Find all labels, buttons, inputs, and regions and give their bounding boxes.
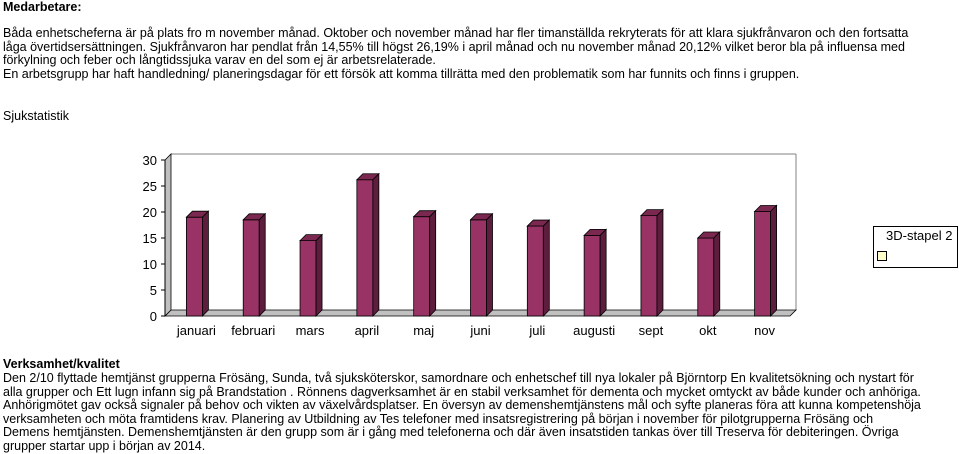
bar-front	[584, 235, 600, 316]
x-tick-label: januari	[176, 323, 216, 338]
side-wall	[165, 154, 171, 316]
bar-front	[357, 180, 373, 316]
quality-paragraph	[3, 372, 953, 454]
quality-line: verksamheten och möta framtidens krav. Planering av Utbildning av Tes telefoner med insatsregistrering på början i november för pilotgrupperna Frösäng och	[3, 411, 874, 426]
staff-line: låga övertidsersättningen. Sjukfrånvaron har pendlat från 14,55% till högst 26,19% i april månad och nu november månad 20,12% vilket beror bla på influensa med	[3, 39, 905, 54]
staff-heading: Medarbetare:	[3, 0, 82, 14]
bar	[186, 211, 208, 316]
bar-front	[641, 216, 657, 316]
chart-caption: Sjukstatistik	[3, 109, 69, 123]
bar-side	[714, 232, 720, 316]
bar-side	[487, 214, 493, 316]
y-tick-label: 5	[149, 283, 157, 298]
x-tick-label: april	[354, 323, 380, 338]
bar-side	[771, 205, 777, 316]
bar	[243, 214, 265, 316]
bar	[357, 174, 379, 316]
staff-line: Båda enhetscheferna är på plats fro m november månad. Oktober och november månad har fler timanställda rekryterats för att klara sjukfrånvaron och den fortsatta	[3, 26, 909, 40]
bar-front	[186, 217, 202, 316]
bar-side	[657, 210, 663, 316]
quality-heading: Verksamhet/kvalitet	[3, 357, 120, 371]
y-tick-label: 20	[142, 205, 157, 220]
x-tick-label: augusti	[573, 323, 616, 338]
bar	[698, 232, 720, 316]
bar	[641, 210, 663, 316]
bar-side	[543, 220, 549, 316]
x-tick-label: mars	[295, 323, 325, 338]
x-tick-label: februari	[231, 323, 276, 338]
x-tick-label: juli	[529, 323, 546, 338]
bar	[527, 220, 549, 316]
bar-front	[755, 211, 771, 316]
bar	[755, 205, 777, 316]
x-tick-label: sept	[638, 323, 664, 338]
bar	[584, 229, 606, 316]
bar-front	[414, 217, 430, 316]
y-tick-label: 15	[142, 231, 157, 246]
bar-front	[243, 220, 259, 316]
staff-line: En arbetsgrupp har haft handledning/ planeringsdagar för ett försök att komma tillrätta med den problematik som har funnits och finns i gruppen.	[3, 66, 800, 81]
bar-side	[202, 211, 208, 316]
bar-side	[316, 235, 322, 316]
bar-side	[430, 211, 436, 316]
y-tick-label: 25	[142, 179, 157, 194]
bar-front	[300, 241, 316, 316]
bar-front	[527, 226, 543, 316]
quality-line: Anhörigmötet gav också signaler på behov och vikten av växelvårdsplatser. En översyn av demenshemtjänstens mål och syfte planeras föra att kunna kompetenshöja	[3, 398, 921, 413]
y-tick-label: 10	[142, 257, 157, 272]
bar	[300, 235, 322, 316]
x-tick-label: juni	[470, 323, 491, 338]
bar-side	[600, 229, 606, 316]
staff-line: förkylning och feber och långtidssjuka varav en del som ej är arbetsrelaterade.	[3, 53, 436, 68]
legend-swatch	[877, 251, 887, 261]
legend-label: 3D-stapel 2	[886, 228, 953, 243]
bar-front	[471, 220, 487, 316]
bar	[471, 214, 493, 316]
bar	[414, 211, 436, 316]
y-tick-label: 0	[149, 309, 157, 324]
bar-side	[259, 214, 265, 316]
x-tick-label: maj	[413, 323, 435, 338]
quality-line: Demens hemtjänsten. Demenshemtjänsten är den grupp som är i gång med telefonerna och där även insatstiden tankas över till Treserva för debiteringen. Övriga	[3, 425, 899, 440]
bar-front	[698, 238, 714, 316]
y-tick-label: 30	[142, 153, 157, 168]
quality-line: Den 2/10 flyttade hemtjänst grupperna Frösäng, Sunda, två sjuksköterskor, samordnare och enhetschef till nya lokaler på Björntorp En kvalitetsökning och nystart för	[3, 371, 914, 385]
quality-line: grupper startar upp i början av 2014.	[3, 438, 206, 453]
x-tick-label: okt	[699, 323, 717, 338]
bar-side	[373, 174, 379, 316]
quality-line: alla grupper och Ett lugn infann sig på Brandstation . Rönnens dagverksamhet är en stabil verksamhet för dementa och mycket omtyckt av både kunder och anhöriga.	[3, 384, 921, 399]
x-tick-label: nov	[754, 323, 776, 338]
